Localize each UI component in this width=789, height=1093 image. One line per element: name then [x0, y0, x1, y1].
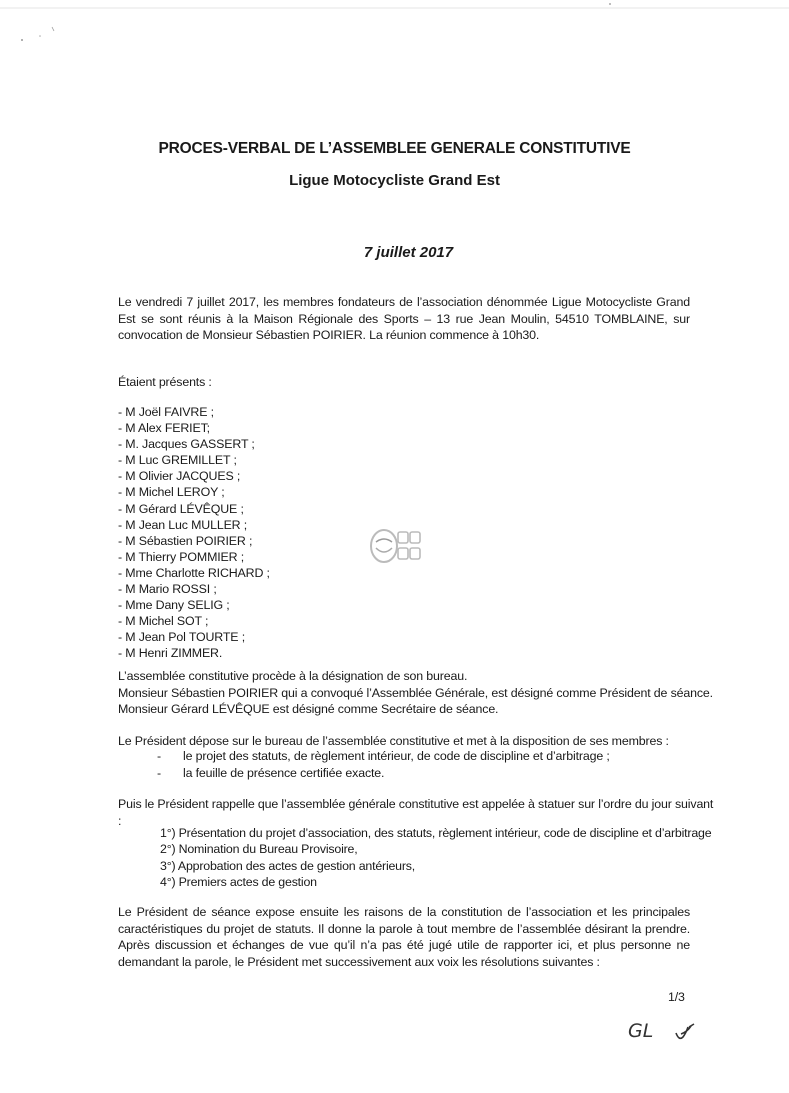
page-number: 1/3 — [668, 990, 685, 1004]
dash-bullet: - — [157, 749, 161, 763]
agenda-item: 1°) Présentation du projet d’association, des statuts, règlement intérieur, code de discipline et d’arbitrage — [160, 826, 712, 840]
agenda-intro: Puis le Président rappelle que l’assemblée générale constitutive est appelée à statuer sur l’ordre du jour suivant : — [118, 797, 714, 828]
attendee-item: - M Gérard LÉVÊQUE ; — [118, 501, 244, 516]
attendee-item: - M Michel SOT ; — [118, 614, 209, 629]
bureau-line: Monsieur Gérard LÉVÊQUE est désigné comme Secrétaire de séance. — [118, 702, 499, 717]
initials-text: GL — [628, 1020, 654, 1042]
attendee-item: - M Luc GREMILLET ; — [118, 453, 237, 468]
attendee-item: - M Mario ROSSI ; — [118, 582, 217, 597]
attendee-item: - M Thierry POMMIER ; — [118, 549, 245, 564]
attendee-item: - M Alex FERIET; — [118, 421, 210, 436]
attendee-item: - M Henri ZIMMER. — [118, 646, 223, 661]
agenda-item: 2°) Nomination du Bureau Provisoire, — [160, 842, 358, 857]
document-title: PROCES-VERBAL DE L’ASSEMBLEE GENERALE CONSTITUTIVE — [158, 140, 631, 157]
watermark-logo — [364, 526, 424, 566]
attendee-item: - M Michel LEROY ; — [118, 485, 225, 500]
attendee-item: - M Jean Luc MULLER ; — [118, 517, 248, 532]
agenda-list — [160, 825, 711, 890]
attendee-item: - M Sébastien POIRIER ; — [118, 533, 253, 548]
dash-bullet: - — [157, 765, 161, 780]
agenda-item: 3°) Approbation des actes de gestion antérieurs, — [160, 858, 416, 873]
bureau-line: L’assemblée constitutive procède à la désignation de son bureau. — [118, 669, 468, 683]
attendees-list — [118, 404, 270, 662]
attendee-item: - Mme Dany SELIG ; — [118, 598, 230, 613]
document-date: 7 juillet 2017 — [363, 244, 454, 261]
depose-list — [157, 748, 610, 781]
handwritten-initials — [628, 1020, 699, 1043]
document-subtitle: Ligue Motocycliste Grand Est — [289, 172, 500, 189]
depose-item — [157, 748, 610, 765]
depose-paragraph: Le Président dépose sur le bureau de l’assemblée constitutive et met à la disposition de ses membres : — [118, 734, 669, 748]
attendee-item: - Mme Charlotte RICHARD ; — [118, 565, 270, 580]
bureau-section — [118, 668, 718, 718]
bureau-line: Monsieur Sébastien POIRIER qui a convoqué l’Assemblée Générale, est désigné comme Président de séance. — [118, 685, 713, 700]
attendee-item: - M Joël FAIVRE ; — [118, 405, 214, 419]
depose-item-text: le projet des statuts, de règlement intérieur, de code de discipline et d’arbitrage ; — [183, 749, 610, 763]
agenda-item: 4°) Premiers actes de gestion — [160, 874, 317, 889]
scan-artifacts — [0, 0, 789, 60]
attendees-heading: Étaient présents : — [118, 375, 212, 389]
attendee-item: - M Jean Pol TOURTE ; — [118, 630, 245, 645]
attendee-item: - M. Jacques GASSERT ; — [118, 437, 255, 452]
signature-mark — [673, 1021, 699, 1043]
depose-item — [157, 765, 610, 782]
intro-paragraph: Le vendredi 7 juillet 2017, les membres fondateurs de l’association dénommée Ligue Motocycliste Grand Est se sont réunis à la Maison Régionale des Sports – 13 rue Jean Moulin, 54510 TOMBLAINE, sur convocation de Monsieur Sébastien POIRIER. La réunion commence à 10h30. — [118, 295, 690, 343]
attendee-item: - M Olivier JACQUES ; — [118, 469, 241, 484]
depose-item-text: la feuille de présence certifiée exacte. — [183, 765, 385, 780]
closing-paragraph: Le Président de séance expose ensuite les raisons de la constitution de l’association et les principales caractéristiques du projet de statuts. Il donne la parole à tout membre de l’assemblée désirant la prendre. Après discussion et échanges de vue qu’il n’a pas été jugé utile de rapporter ici, et plus personne ne demandant la parole, le Président met successivement aux voix les résolutions suivantes : — [118, 905, 690, 969]
